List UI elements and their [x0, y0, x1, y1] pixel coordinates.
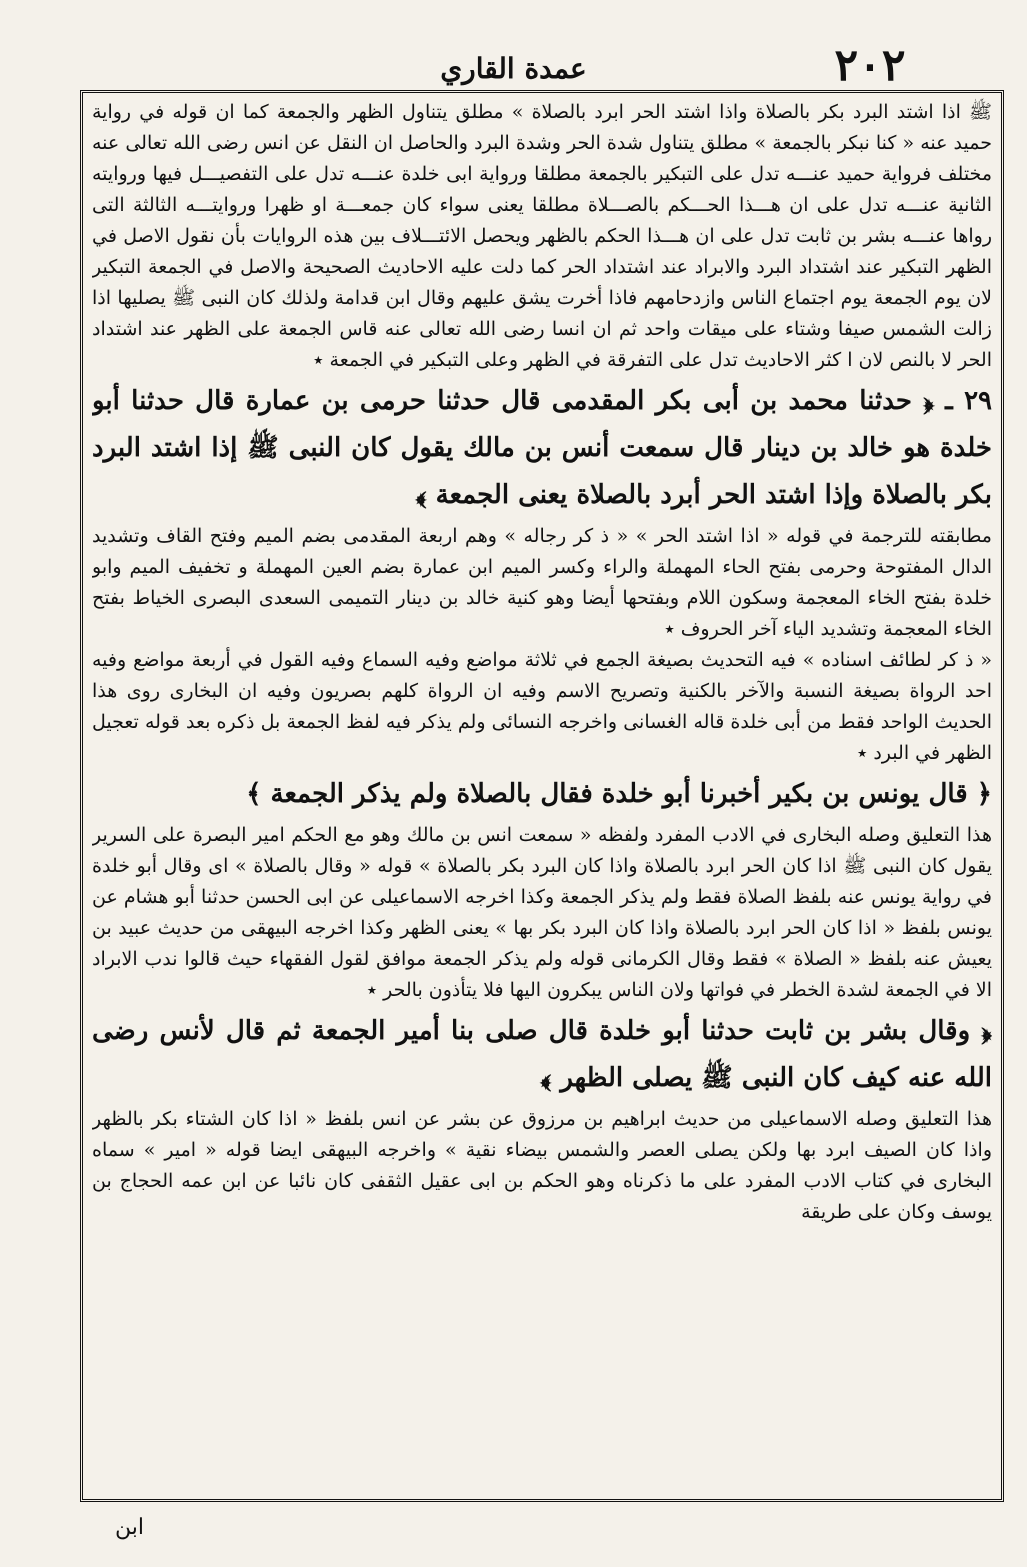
commentary-paragraph: مطابقته للترجمة في قوله « اذا اشتد الحر » « ذ كر رجاله » وهم اربعة المقدمى بضم الميم وفتح القاف وتشديد الدال المفتوحة وحرمى بفتح الحاء المهملة والراء وكسر الميم ابن عمارة بضم العين المهملة و تخفيف الميم وابو خلدة بفتح الخاء المعجمة وسكون اللام وبفتحها أيضا وهو كنية خالد بن دينار التميمى السعدى البصرى الخياط بفتح الخاء المعجمة وتشديد الياء آخر الحروف ٭	[92, 525, 992, 640]
hadith-text: ٢٩ ـ ﴿ حدثنا محمد بن أبى بكر المقدمى قال حدثنا حرمى بن عمارة قال حدثنا أبو خلدة هو خالد بن دينار قال سمعت أنس بن مالك يقول كان النبى ﷺ إذا اشتد البرد بكر بالصلاة وإذا اشتد الحر أبرد بالصلاة يعنى الجمعة ﴾	[92, 386, 992, 510]
main-text	[92, 97, 992, 1497]
commentary-paragraph: هذا التعليق وصله البخارى في الادب المفرد ولفظه « سمعت انس بن مالك وهو مع الحكم امير البصرة على السرير يقول كان النبى ﷺ اذا كان الحر ابرد بالصلاة واذا كان البرد بكر بالصلاة » قوله « وقال بالصلاة » اى وقال أبو خلدة في رواية يونس عنه بلفظ الصلاة فقط ولم يذكر الجمعة وكذا اخرجه الاسماعيلى عن ابى الحسن حدثنا أبو هشام عن يونس بلفظ « اذا كان الحر ابرد بالصلاة واذا كان البرد بكر بها » يعنى الظهر وكذا اخرجه البيهقى من حديث عبيد بن يعيش عنه بلفظ « الصلاة » فقط وقال الكرمانى قوله ولم يذكر الجمعة موافق لقول الفقهاء حيث قالوا ندب الابراد الا في الجمعة لشدة الخطر في فواتها ولان الناس يبكرون اليها فلا يتأذون بالحر ٭	[92, 824, 992, 1001]
running-title: عمدة القاري	[440, 52, 587, 85]
hadith-text: ﴿ قال يونس بن بكير أخبرنا أبو خلدة فقال بالصلاة ولم يذكر الجمعة ﴾	[246, 779, 992, 809]
commentary-paragraph: « ذ كر لطائف اسناده » فيه التحديث بصيغة الجمع في ثلاثة مواضع وفيه السماع وفيه القول في أربعة مواضع وفيه احد الرواة بصيغة النسبة والآخر بالكنية وتصريح الاسم وفيه ان الرواة كلهم بصريون وفيه ان البخارى روى هذا الحديث الواحد فقط من أبى خلدة قاله الغسانى واخرجه النسائى ولم يذكر فيه لفظ الجمعة بل ذكره بعد قوله تعجيل الظهر في البرد ٭	[92, 649, 992, 764]
hadith-text: ﴿ وقال بشر بن ثابت حدثنا أبو خلدة قال صلى بنا أمير الجمعة ثم قال لأنس رضى الله عنه كيف كان النبى ﷺ يصلى الظهر ﴾	[92, 1016, 992, 1093]
page-header	[0, 0, 1027, 92]
commentary-paragraph: هذا التعليق وصله الاسماعيلى من حديث ابراهيم بن مرزوق عن بشر عن انس بلفظ « اذا كان الشتاء بكر بالظهر واذا كان الصيف ابرد بها ولكن يصلى العصر والشمس بيضاء نقية » واخرجه البيهقى ايضا قوله « امير » سماه البخارى في كتاب الادب المفرد على ما ذكرناه وهو الحكم بن ابى عقيل الثقفى كان نائبا عن ابن عمه الحجاج بن يوسف وكان على طريقة	[92, 1108, 992, 1223]
commentary-paragraph: ﷺ اذا اشتد البرد بكر بالصلاة واذا اشتد الحر ابرد بالصلاة » مطلق يتناول الظهر والجمعة كما ان قوله في رواية حميد عنه « كنا نبكر بالجمعة » مطلق يتناول شدة الحر وشدة البرد والحاصل ان النقل عن انس رضى الله تعالى عنه مختلف فرواية حميد عنـــه تدل على التبكير بالجمعة مطلقا ورواية ابى خلدة عنـــه تدل على التفصيـــل فيها وروايته الثانية عنـــه تدل على ان هـــذا الحـــكم بالصـــلاة مطلقا يعنى سواء كان جمعـــة او ظهرا وروايتـــه الثالثة التى رواها عنـــه بشر بن ثابت تدل على ان هـــذا الحكم بالظهر ويحصل الائتـــلاف بين هذه الروايات بأن نقول الاصل في الظهر التبكير عند اشتداد البرد والابراد عند اشتداد الحر كما دلت عليه الاحاديث الصحيحة والاصل في الجمعة التبكير لان يوم الجمعة يوم اجتماع الناس وازدحامهم فاذا أخرت يشق عليهم وقال ابن قدامة ولذلك كان النبى ﷺ يصليها اذا زالت الشمس صيفا وشتاء على ميقات واحد ثم ان انسا رضى الله تعالى عنه قاس الجمعة على الظهر عند اشتداد الحر لا بالنص لان ا كثر الاحاديث تدل على التفرقة في الظهر وعلى التبكير في الجمعة ٭	[92, 101, 992, 371]
catchword: ابن	[115, 1515, 144, 1540]
page-number: ٢٠٢	[834, 40, 906, 91]
